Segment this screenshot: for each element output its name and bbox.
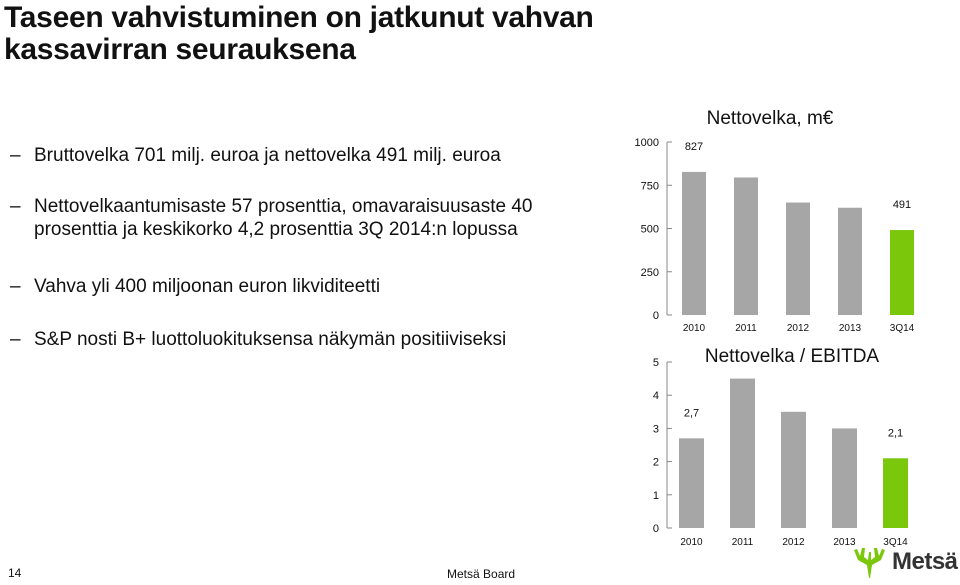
data-label: 491	[892, 199, 912, 212]
y-tick-label: 1000	[634, 137, 659, 149]
x-tick-label: 2010	[682, 323, 706, 334]
x-tick-label: 2010	[680, 537, 703, 548]
y-tick-label: 3	[652, 423, 659, 436]
chart-title: Nettovelka, m€	[706, 108, 834, 129]
y-tick-label: 5	[652, 357, 659, 369]
bar-2012	[781, 412, 806, 528]
x-tick-label: 2012	[782, 537, 805, 548]
data-label: 2,1	[887, 427, 904, 440]
y-tick-label: 2	[652, 456, 659, 469]
bar-3Q14	[883, 458, 908, 528]
bullet-dash-icon: –	[10, 145, 21, 166]
y-tick-label: 0	[652, 523, 659, 535]
bar-2010	[682, 172, 706, 315]
y-tick-label: 250	[640, 266, 659, 279]
chart-title: Nettovelka / EBITDA	[704, 346, 880, 367]
y-tick-label: 0	[652, 310, 659, 322]
bullet-dash-icon: –	[10, 329, 21, 350]
bullet-text: S&P nosti B+ luottoluokituksensa näkymän positiiviseksi	[34, 329, 507, 350]
bullet-text: Bruttovelka 701 milj. euroa ja nettovelka 491 milj. euroa	[34, 145, 501, 166]
logo-wordmark: Metsä	[892, 548, 958, 575]
bullet-text: Vahva yli 400 miljoonan euron likviditeetti	[34, 276, 381, 297]
x-tick-label: 2013	[838, 323, 862, 334]
bar-3Q14	[890, 230, 914, 315]
x-tick-label: 2013	[833, 537, 856, 548]
x-tick-label: 2011	[731, 537, 754, 548]
antler-logo-icon	[848, 545, 890, 579]
bullet-text: Nettovelkaantumisaste 57 prosenttia, omavaraisuusaste 40 prosenttia ja keskikorko 4,2 prosenttia 3Q 2014:n lopussa	[34, 196, 533, 240]
data-label: 827	[684, 140, 704, 153]
x-tick-label: 3Q14	[883, 537, 908, 548]
x-tick-label: 3Q14	[889, 323, 915, 334]
y-tick-label: 750	[640, 180, 659, 193]
bar-2013	[832, 428, 857, 528]
bar-2010	[679, 438, 704, 528]
bar-2011	[730, 379, 755, 528]
metsa-logo	[848, 545, 958, 579]
page-number: 14	[8, 566, 22, 580]
bullet-dash-icon: –	[10, 196, 21, 217]
bar-2012	[786, 203, 810, 315]
bar-2013	[838, 208, 862, 315]
y-tick-label: 1	[652, 489, 659, 502]
page-title: Taseen vahvistuminen on jatkunut vahvan kassavirran seurauksena	[4, 1, 594, 66]
bar-2011	[734, 177, 758, 315]
footer-company: Metsä Board	[447, 567, 516, 581]
y-tick-label: 4	[652, 390, 659, 403]
x-tick-label: 2011	[735, 323, 757, 334]
data-label: 2,7	[683, 407, 700, 420]
x-tick-label: 2012	[786, 323, 810, 334]
bullet-dash-icon: –	[10, 276, 21, 297]
y-tick-label: 500	[640, 223, 659, 236]
